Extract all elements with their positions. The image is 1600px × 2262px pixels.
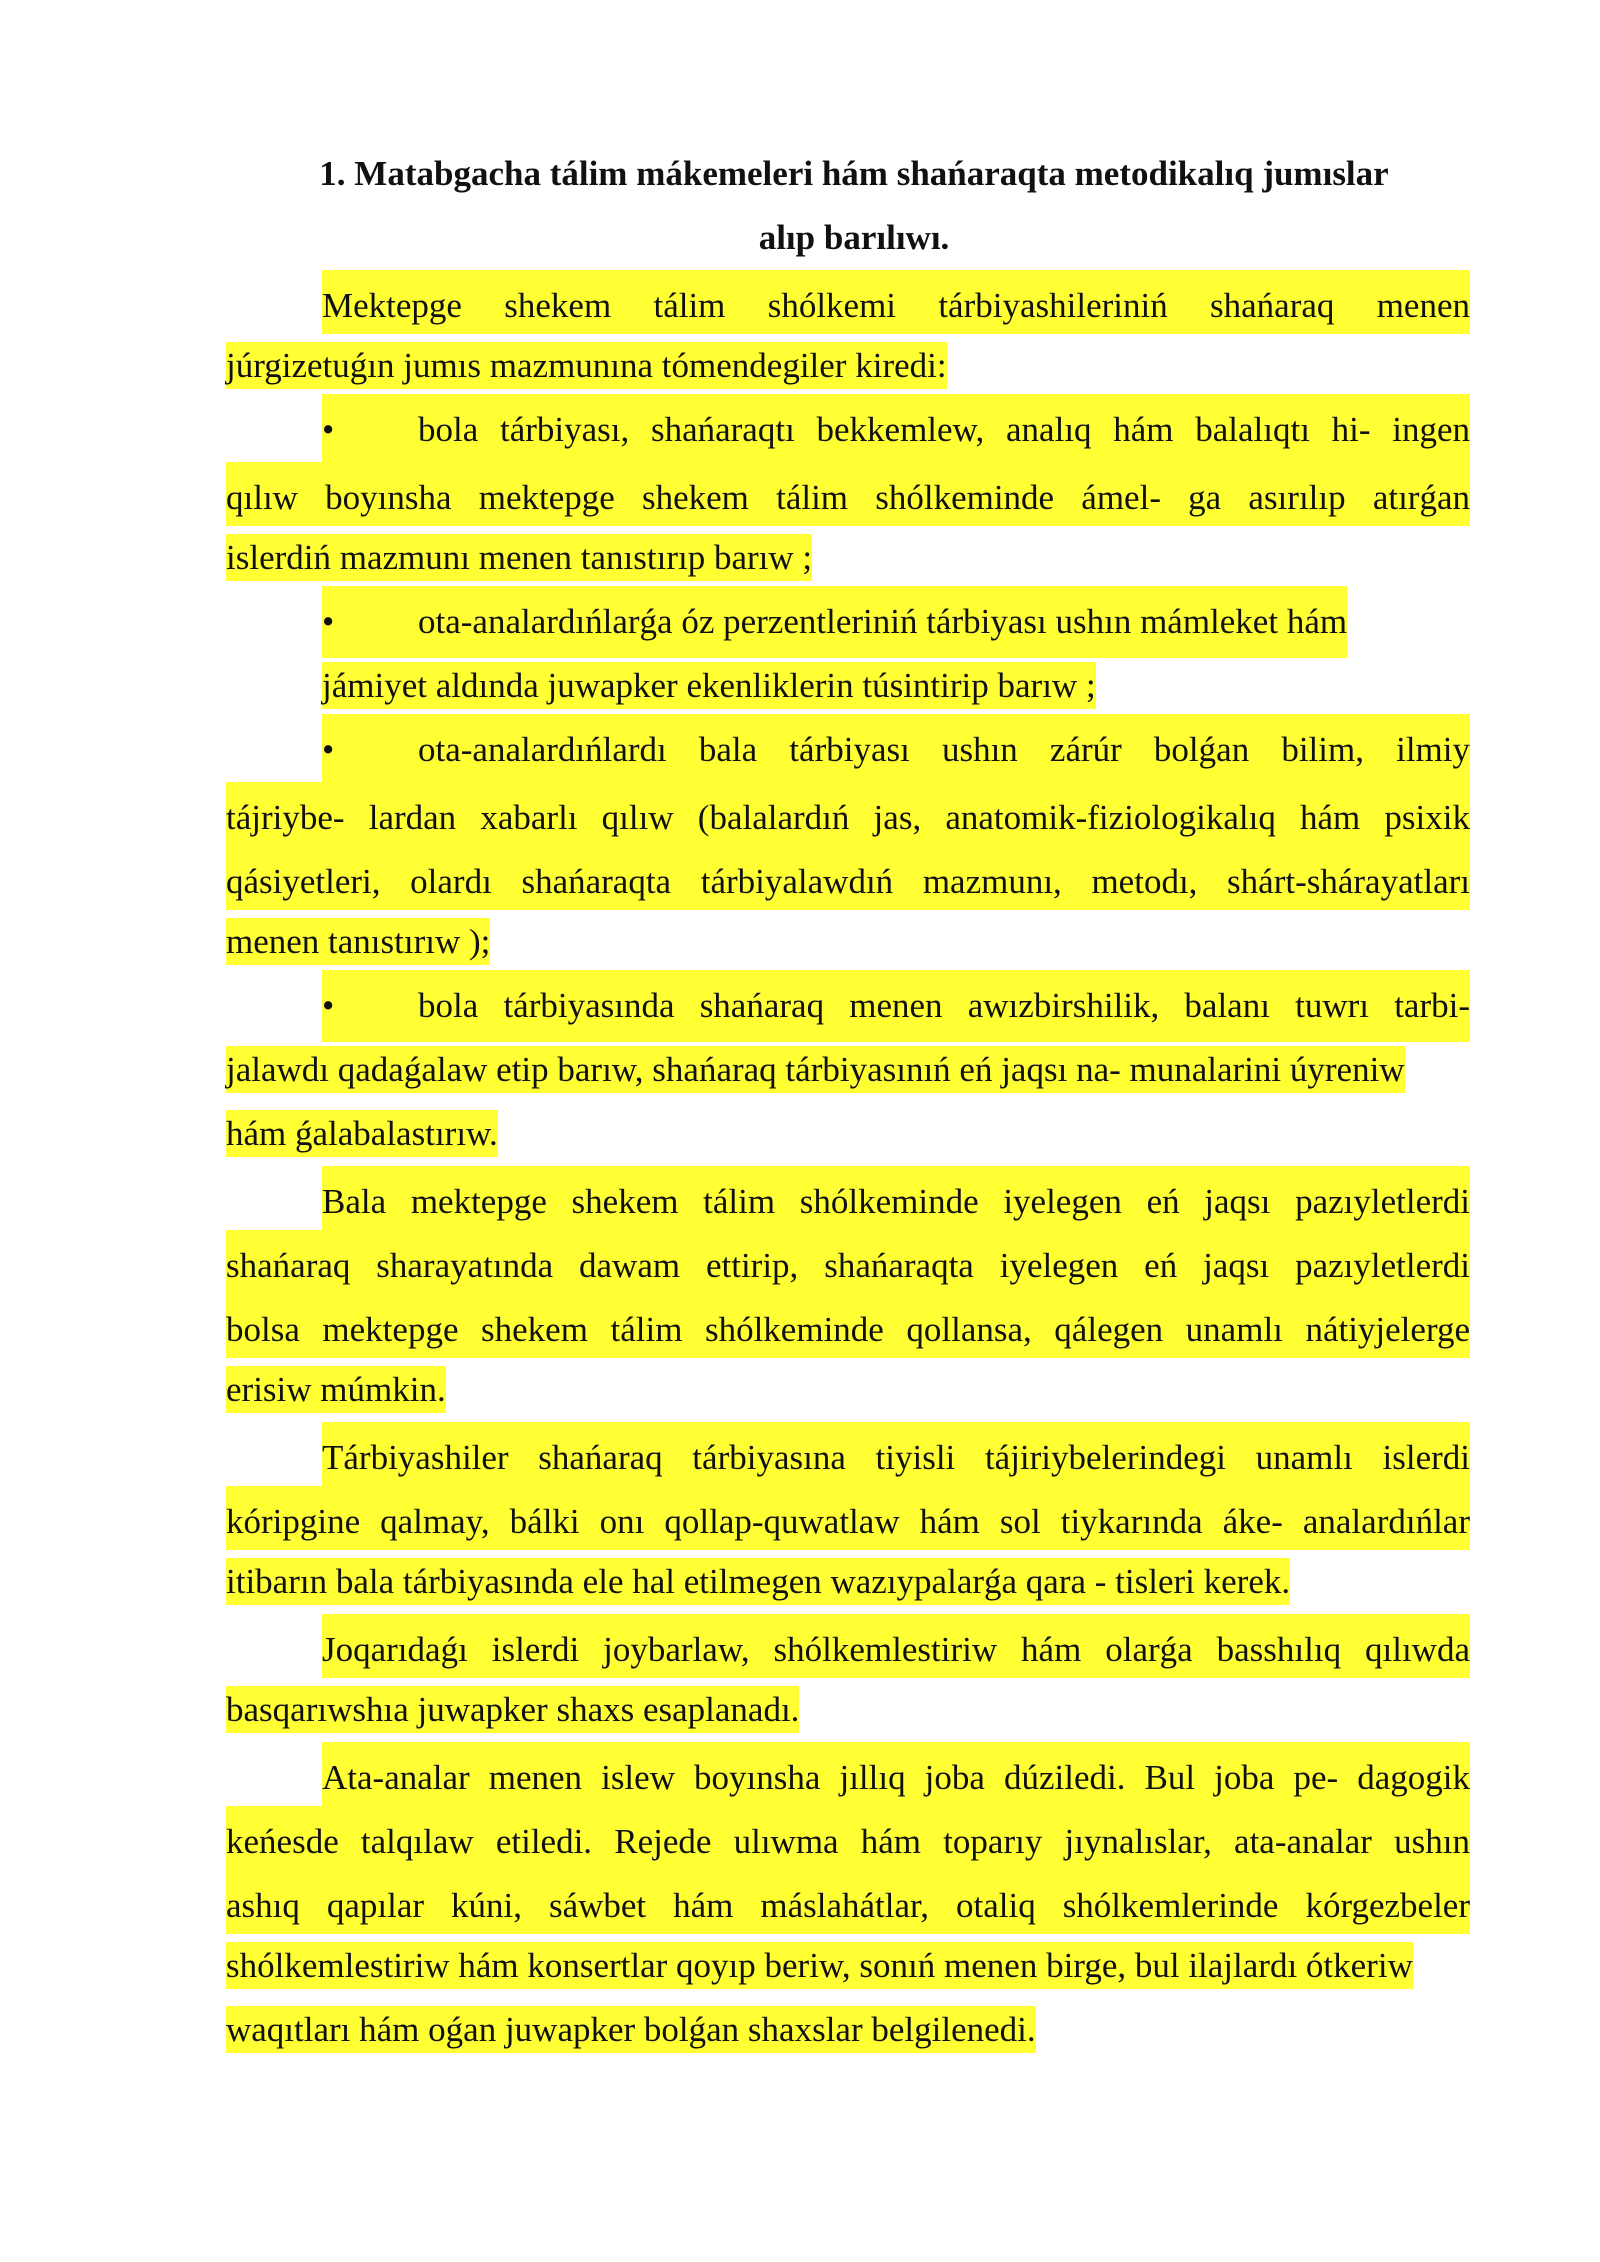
text-line xyxy=(226,1806,1470,1870)
highlighted-text: bolsa mektepge shekem tálim shólkeminde qollansa, qálegen unamlı nátiyjelerge xyxy=(226,1294,1470,1358)
highlighted-text: Tárbiyashiler shańaraq tárbiyasına tiyisli tájiriybelerindegi unamlı islerdi xyxy=(322,1422,1470,1486)
bullet-line xyxy=(322,398,1470,462)
highlighted-text: ashıq qapılar kúni, sáwbet hám máslahátlar, otaliq shólkemlerinde kórgezbeler xyxy=(226,1870,1470,1934)
text-line xyxy=(226,910,490,974)
text-line xyxy=(226,1934,1413,1998)
highlighted-text: erisiw múmkin. xyxy=(226,1366,446,1413)
highlighted-text: basqarıwshıa juwapker shaxs esaplanadı. xyxy=(226,1686,799,1733)
highlighted-text: waqıtları hám oǵan juwapker bolǵan shaxslar belgilenedi. xyxy=(226,2006,1036,2053)
highlighted-text: qásiyetleri, olardı shańaraqta tárbiyalawdıń mazmunı, metodı, shárt-shárayatları xyxy=(226,846,1470,910)
highlighted-text: qılıw boyınsha mektepge shekem tálim shólkeminde ámel- ga asırılıp atırǵan xyxy=(226,462,1470,526)
highlighted-text: Ata-analar menen islew boyınsha jıllıq joba dúziledi. Bul joba pe- dagogik xyxy=(322,1742,1470,1806)
bullet-mark: • xyxy=(322,586,418,658)
heading-line-2: alıp barılıwı. xyxy=(758,218,950,257)
text-line xyxy=(226,1998,1036,2062)
text-line xyxy=(226,1358,446,1422)
text-line xyxy=(226,1102,498,1166)
text-line xyxy=(226,526,812,590)
highlighted-text: jalawdı qadaǵalaw etip barıw, shańaraq tárbiyasınıń eń jaqsı na- munalarini úyreniw xyxy=(226,1046,1405,1093)
bullet-mark: • xyxy=(322,714,418,786)
bullet-line xyxy=(322,974,1470,1038)
bullet-mark: • xyxy=(322,970,418,1042)
highlighted-text: islerdiń mazmunı menen tanıstırıp barıw ; xyxy=(226,534,812,581)
highlighted-text: hám ǵalabalastırıw. xyxy=(226,1110,498,1157)
highlighted-text: menen tanıstırıw ); xyxy=(226,918,490,965)
text-line xyxy=(226,782,1470,846)
highlighted-text: shańaraq sharayatında dawam ettirip, shańaraqta iyelegen eń jaqsı pazıyletlerdi xyxy=(226,1230,1470,1294)
highlighted-text: jámiyet aldında juwapker ekenliklerin túsintirip barıw ; xyxy=(322,662,1096,709)
highlighted-text: júrgizetuǵın jumıs mazmunına tómendegiler kiredi: xyxy=(226,342,947,389)
text-line xyxy=(322,1422,1470,1486)
text-line xyxy=(322,1614,1470,1678)
highlighted-text: kóripgine qalmay, bálki onı qollap-quwatlaw hám sol tiykarında áke- analardıńlar xyxy=(226,1486,1470,1550)
heading-line-1: 1. Matabgacha tálim mákemeleri hám shańaraqta metodikalıq jumıslar xyxy=(319,154,1389,193)
highlighted-text: keńesde talqılaw etiledi. Rejede ulıwma hám toparıy jıynalıslar, ata-analar ushın xyxy=(226,1806,1470,1870)
highlighted-text: bola tárbiyasında shańaraq menen awızbirshilik, balanı tuwrı tarbi- xyxy=(418,970,1470,1042)
text-line xyxy=(226,1870,1470,1934)
document-heading xyxy=(228,142,1480,270)
text-line xyxy=(226,1038,1405,1102)
text-line xyxy=(226,1294,1470,1358)
bullet-line xyxy=(322,590,1347,654)
text-line xyxy=(226,334,947,398)
text-line xyxy=(226,846,1470,910)
text-line xyxy=(226,1230,1470,1294)
highlighted-text: Mektepge shekem tálim shólkemi tárbiyashileriniń shańaraq menen xyxy=(322,270,1470,334)
text-line xyxy=(322,1742,1470,1806)
text-line xyxy=(226,462,1470,526)
text-line xyxy=(322,1166,1470,1230)
bullet-mark: • xyxy=(322,394,418,466)
text-line xyxy=(226,1550,1290,1614)
highlighted-text: itibarın bala tárbiyasında ele hal etilmegen wazıypalarǵa qara - tisleri kerek. xyxy=(226,1558,1290,1605)
bullet-line xyxy=(322,718,1470,782)
highlighted-text: tájriybe- lardan xabarlı qılıw (balalardıń jas, anatomik-fiziologikalıq hám psixik xyxy=(226,782,1470,846)
highlighted-text: ota-analardıńlardı bala tárbiyası ushın zárúr bolǵan bilim, ilmiy xyxy=(418,714,1470,786)
highlighted-text: bola tárbiyası, shańaraqtı bekkemlew, analıq hám balalıqtı hi- ingen xyxy=(418,394,1470,466)
highlighted-text: Joqarıdaǵı islerdi joybarlaw, shólkemlestiriw hám olarǵa basshılıq qılıwda xyxy=(322,1614,1470,1678)
text-line xyxy=(322,654,1096,718)
text-line xyxy=(322,270,1470,334)
highlighted-text: shólkemlestiriw hám konsertlar qoyıp beriw, sonıń menen birge, bul ilajlardı ótkeriw xyxy=(226,1942,1413,1989)
text-line xyxy=(226,1678,799,1742)
text-line xyxy=(226,1486,1470,1550)
highlighted-text: ota-analardıńlarǵa óz perzentleriniń tárbiyası ushın mámleket hám xyxy=(418,586,1347,658)
highlighted-text: Bala mektepge shekem tálim shólkeminde iyelegen eń jaqsı pazıyletlerdi xyxy=(322,1166,1470,1230)
